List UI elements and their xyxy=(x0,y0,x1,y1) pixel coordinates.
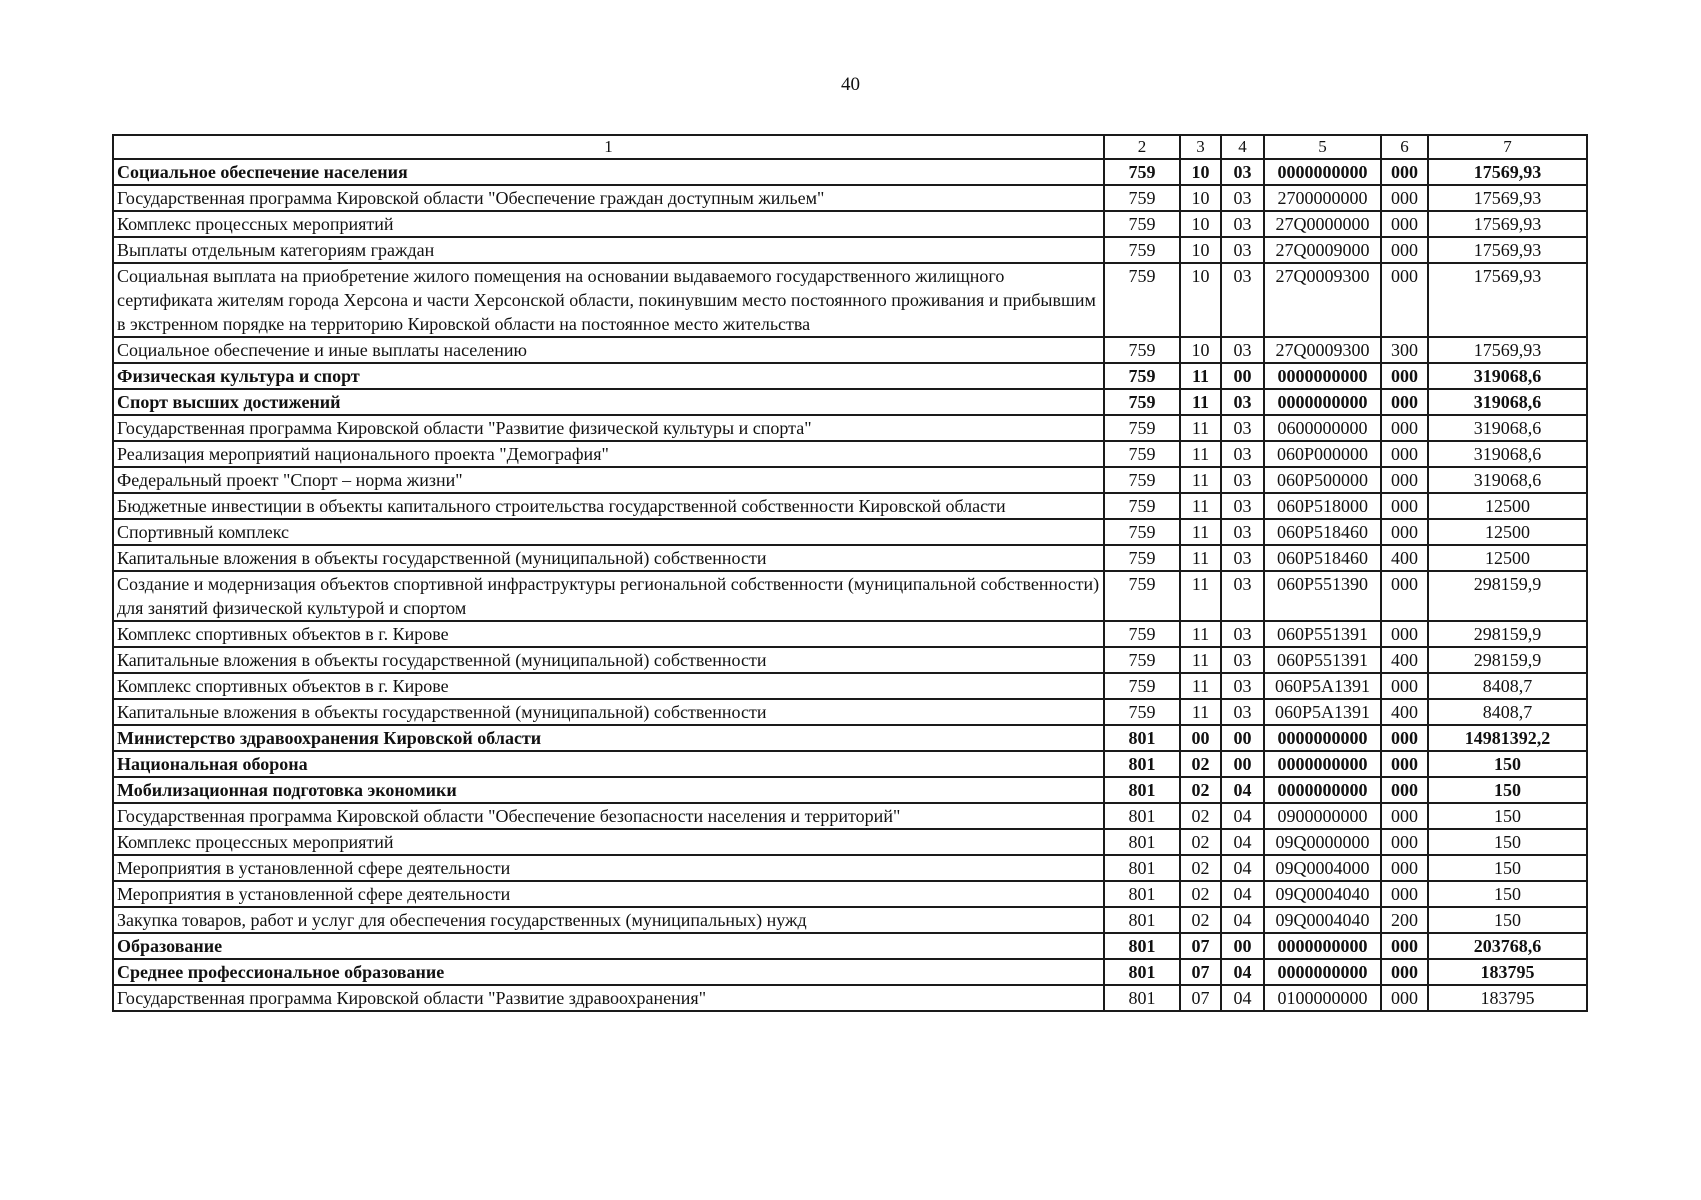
ministry-code-cell: 759 xyxy=(1104,673,1180,699)
subsection-code-cell: 00 xyxy=(1221,751,1264,777)
table-row xyxy=(113,389,1587,415)
section-code-cell: 02 xyxy=(1180,777,1221,803)
row-name-cell: Комплекс спортивных объектов в г. Кирове xyxy=(113,621,1104,647)
amount-cell: 150 xyxy=(1428,751,1587,777)
amount-cell: 150 xyxy=(1428,855,1587,881)
row-name-cell: Государственная программа Кировской области "Обеспечение безопасности населения и территорий" xyxy=(113,803,1104,829)
table-row xyxy=(113,545,1587,571)
table-row xyxy=(113,647,1587,673)
subsection-code-cell: 04 xyxy=(1221,985,1264,1011)
target-article-cell: 09Q0004040 xyxy=(1264,907,1381,933)
expense-type-cell: 000 xyxy=(1381,933,1428,959)
expense-type-cell: 000 xyxy=(1381,621,1428,647)
ministry-code-cell: 759 xyxy=(1104,263,1180,337)
amount-cell: 319068,6 xyxy=(1428,363,1587,389)
row-name-cell: Закупка товаров, работ и услуг для обеспечения государственных (муниципальных) нужд xyxy=(113,907,1104,933)
row-name-cell: Спорт высших достижений xyxy=(113,389,1104,415)
row-name-cell: Государственная программа Кировской области "Обеспечение граждан доступным жильем" xyxy=(113,185,1104,211)
row-name-cell: Реализация мероприятий национального проекта "Демография" xyxy=(113,441,1104,467)
row-name-cell: Государственная программа Кировской области "Развитие физической культуры и спорта" xyxy=(113,415,1104,441)
subsection-code-cell: 03 xyxy=(1221,337,1264,363)
expense-type-cell: 000 xyxy=(1381,415,1428,441)
target-article-cell: 0000000000 xyxy=(1264,959,1381,985)
amount-cell: 17569,93 xyxy=(1428,237,1587,263)
row-name-cell: Социальное обеспечение и иные выплаты населению xyxy=(113,337,1104,363)
section-code-cell: 11 xyxy=(1180,389,1221,415)
amount-cell: 14981392,2 xyxy=(1428,725,1587,751)
table-row xyxy=(113,959,1587,985)
subsection-code-cell: 03 xyxy=(1221,211,1264,237)
target-article-cell: 0900000000 xyxy=(1264,803,1381,829)
expense-type-cell: 000 xyxy=(1381,725,1428,751)
column-header: 6 xyxy=(1381,135,1428,159)
expense-type-cell: 000 xyxy=(1381,803,1428,829)
section-code-cell: 11 xyxy=(1180,673,1221,699)
target-article-cell: 0000000000 xyxy=(1264,751,1381,777)
ministry-code-cell: 759 xyxy=(1104,211,1180,237)
expense-type-cell: 000 xyxy=(1381,519,1428,545)
table-row xyxy=(113,803,1587,829)
section-code-cell: 00 xyxy=(1180,725,1221,751)
subsection-code-cell: 03 xyxy=(1221,545,1264,571)
column-header: 1 xyxy=(113,135,1104,159)
expense-type-cell: 400 xyxy=(1381,545,1428,571)
section-code-cell: 11 xyxy=(1180,519,1221,545)
section-code-cell: 11 xyxy=(1180,493,1221,519)
table-row xyxy=(113,441,1587,467)
table-row xyxy=(113,777,1587,803)
section-code-cell: 11 xyxy=(1180,441,1221,467)
section-code-cell: 10 xyxy=(1180,337,1221,363)
table-row xyxy=(113,881,1587,907)
section-code-cell: 11 xyxy=(1180,467,1221,493)
subsection-code-cell: 00 xyxy=(1221,933,1264,959)
table-row xyxy=(113,493,1587,519)
table-row xyxy=(113,751,1587,777)
table-row xyxy=(113,673,1587,699)
amount-cell: 12500 xyxy=(1428,493,1587,519)
amount-cell: 17569,93 xyxy=(1428,263,1587,337)
section-code-cell: 10 xyxy=(1180,185,1221,211)
target-article-cell: 0100000000 xyxy=(1264,985,1381,1011)
row-name-cell: Мероприятия в установленной сфере деятельности xyxy=(113,881,1104,907)
row-name-cell: Капитальные вложения в объекты государственной (муниципальной) собственности xyxy=(113,647,1104,673)
amount-cell: 319068,6 xyxy=(1428,389,1587,415)
subsection-code-cell: 04 xyxy=(1221,829,1264,855)
amount-cell: 183795 xyxy=(1428,959,1587,985)
row-name-cell: Министерство здравоохранения Кировской области xyxy=(113,725,1104,751)
target-article-cell: 27Q0009300 xyxy=(1264,263,1381,337)
subsection-code-cell: 03 xyxy=(1221,519,1264,545)
amount-cell: 12500 xyxy=(1428,519,1587,545)
row-name-cell: Создание и модернизация объектов спортивной инфраструктуры региональной собственности (муниципальной собственности) для занятий физической культурой и спортом xyxy=(113,571,1104,621)
ministry-code-cell: 801 xyxy=(1104,803,1180,829)
ministry-code-cell: 759 xyxy=(1104,493,1180,519)
amount-cell: 17569,93 xyxy=(1428,159,1587,185)
ministry-code-cell: 801 xyxy=(1104,959,1180,985)
table-row xyxy=(113,985,1587,1011)
target-article-cell: 060P551390 xyxy=(1264,571,1381,621)
target-article-cell: 0000000000 xyxy=(1264,933,1381,959)
section-code-cell: 11 xyxy=(1180,699,1221,725)
ministry-code-cell: 801 xyxy=(1104,751,1180,777)
target-article-cell: 0000000000 xyxy=(1264,725,1381,751)
section-code-cell: 11 xyxy=(1180,621,1221,647)
subsection-code-cell: 03 xyxy=(1221,467,1264,493)
table-row xyxy=(113,933,1587,959)
amount-cell: 183795 xyxy=(1428,985,1587,1011)
section-code-cell: 11 xyxy=(1180,647,1221,673)
section-code-cell: 02 xyxy=(1180,803,1221,829)
expense-type-cell: 000 xyxy=(1381,493,1428,519)
section-code-cell: 11 xyxy=(1180,545,1221,571)
target-article-cell: 09Q0004040 xyxy=(1264,881,1381,907)
expense-type-cell: 000 xyxy=(1381,263,1428,337)
expense-type-cell: 000 xyxy=(1381,211,1428,237)
expense-type-cell: 000 xyxy=(1381,389,1428,415)
row-name-cell: Выплаты отдельным категориям граждан xyxy=(113,237,1104,263)
row-name-cell: Национальная оборона xyxy=(113,751,1104,777)
amount-cell: 17569,93 xyxy=(1428,337,1587,363)
ministry-code-cell: 759 xyxy=(1104,363,1180,389)
expense-type-cell: 000 xyxy=(1381,159,1428,185)
section-code-cell: 10 xyxy=(1180,263,1221,337)
table-row xyxy=(113,519,1587,545)
amount-cell: 17569,93 xyxy=(1428,185,1587,211)
target-article-cell: 0000000000 xyxy=(1264,363,1381,389)
target-article-cell: 060P518460 xyxy=(1264,545,1381,571)
target-article-cell: 060P5A1391 xyxy=(1264,699,1381,725)
page-number: 40 xyxy=(841,74,860,95)
subsection-code-cell: 04 xyxy=(1221,959,1264,985)
row-name-cell: Социальное обеспечение населения xyxy=(113,159,1104,185)
expense-type-cell: 000 xyxy=(1381,467,1428,493)
section-code-cell: 11 xyxy=(1180,415,1221,441)
subsection-code-cell: 03 xyxy=(1221,699,1264,725)
ministry-code-cell: 801 xyxy=(1104,777,1180,803)
subsection-code-cell: 04 xyxy=(1221,855,1264,881)
ministry-code-cell: 759 xyxy=(1104,699,1180,725)
budget-table xyxy=(112,134,1588,1012)
row-name-cell: Спортивный комплекс xyxy=(113,519,1104,545)
ministry-code-cell: 801 xyxy=(1104,985,1180,1011)
table-header-row xyxy=(113,135,1587,159)
expense-type-cell: 000 xyxy=(1381,777,1428,803)
target-article-cell: 060P518000 xyxy=(1264,493,1381,519)
subsection-code-cell: 04 xyxy=(1221,881,1264,907)
table-row xyxy=(113,699,1587,725)
table-row xyxy=(113,363,1587,389)
table-row xyxy=(113,467,1587,493)
ministry-code-cell: 759 xyxy=(1104,415,1180,441)
table-row xyxy=(113,159,1587,185)
section-code-cell: 11 xyxy=(1180,363,1221,389)
subsection-code-cell: 03 xyxy=(1221,415,1264,441)
amount-cell: 8408,7 xyxy=(1428,673,1587,699)
row-name-cell: Комплекс процессных мероприятий xyxy=(113,829,1104,855)
amount-cell: 150 xyxy=(1428,777,1587,803)
table-row xyxy=(113,337,1587,363)
target-article-cell: 27Q0009000 xyxy=(1264,237,1381,263)
table-row xyxy=(113,829,1587,855)
amount-cell: 150 xyxy=(1428,907,1587,933)
row-name-cell: Комплекс процессных мероприятий xyxy=(113,211,1104,237)
section-code-cell: 10 xyxy=(1180,237,1221,263)
target-article-cell: 0000000000 xyxy=(1264,777,1381,803)
row-name-cell: Бюджетные инвестиции в объекты капитального строительства государственной собственности Кировской области xyxy=(113,493,1104,519)
expense-type-cell: 000 xyxy=(1381,441,1428,467)
ministry-code-cell: 759 xyxy=(1104,237,1180,263)
table-row xyxy=(113,211,1587,237)
ministry-code-cell: 759 xyxy=(1104,519,1180,545)
row-name-cell: Мероприятия в установленной сфере деятельности xyxy=(113,855,1104,881)
section-code-cell: 07 xyxy=(1180,933,1221,959)
table-row xyxy=(113,237,1587,263)
section-code-cell: 07 xyxy=(1180,959,1221,985)
target-article-cell: 0000000000 xyxy=(1264,159,1381,185)
target-article-cell: 2700000000 xyxy=(1264,185,1381,211)
amount-cell: 12500 xyxy=(1428,545,1587,571)
subsection-code-cell: 03 xyxy=(1221,263,1264,337)
subsection-code-cell: 04 xyxy=(1221,907,1264,933)
section-code-cell: 02 xyxy=(1180,829,1221,855)
table-body xyxy=(113,159,1587,1011)
table-row xyxy=(113,725,1587,751)
subsection-code-cell: 03 xyxy=(1221,185,1264,211)
expense-type-cell: 000 xyxy=(1381,985,1428,1011)
amount-cell: 150 xyxy=(1428,803,1587,829)
amount-cell: 17569,93 xyxy=(1428,211,1587,237)
subsection-code-cell: 03 xyxy=(1221,159,1264,185)
column-header: 4 xyxy=(1221,135,1264,159)
expense-type-cell: 000 xyxy=(1381,959,1428,985)
subsection-code-cell: 03 xyxy=(1221,493,1264,519)
ministry-code-cell: 759 xyxy=(1104,185,1180,211)
expense-type-cell: 000 xyxy=(1381,829,1428,855)
ministry-code-cell: 759 xyxy=(1104,647,1180,673)
column-header: 7 xyxy=(1428,135,1587,159)
subsection-code-cell: 03 xyxy=(1221,571,1264,621)
ministry-code-cell: 759 xyxy=(1104,159,1180,185)
ministry-code-cell: 801 xyxy=(1104,907,1180,933)
expense-type-cell: 000 xyxy=(1381,571,1428,621)
subsection-code-cell: 03 xyxy=(1221,389,1264,415)
subsection-code-cell: 03 xyxy=(1221,441,1264,467)
target-article-cell: 27Q0009300 xyxy=(1264,337,1381,363)
table-row xyxy=(113,621,1587,647)
expense-type-cell: 000 xyxy=(1381,185,1428,211)
ministry-code-cell: 759 xyxy=(1104,621,1180,647)
section-code-cell: 02 xyxy=(1180,751,1221,777)
row-name-cell: Мобилизационная подготовка экономики xyxy=(113,777,1104,803)
row-name-cell: Федеральный проект "Спорт – норма жизни" xyxy=(113,467,1104,493)
target-article-cell: 09Q0004000 xyxy=(1264,855,1381,881)
ministry-code-cell: 801 xyxy=(1104,855,1180,881)
target-article-cell: 09Q0000000 xyxy=(1264,829,1381,855)
row-name-cell: Государственная программа Кировской области "Развитие здравоохранения" xyxy=(113,985,1104,1011)
subsection-code-cell: 03 xyxy=(1221,647,1264,673)
expense-type-cell: 000 xyxy=(1381,673,1428,699)
table-row xyxy=(113,571,1587,621)
target-article-cell: 060P518460 xyxy=(1264,519,1381,545)
ministry-code-cell: 801 xyxy=(1104,881,1180,907)
amount-cell: 203768,6 xyxy=(1428,933,1587,959)
subsection-code-cell: 00 xyxy=(1221,363,1264,389)
target-article-cell: 060P551391 xyxy=(1264,647,1381,673)
ministry-code-cell: 801 xyxy=(1104,725,1180,751)
target-article-cell: 0000000000 xyxy=(1264,389,1381,415)
table-row xyxy=(113,185,1587,211)
ministry-code-cell: 801 xyxy=(1104,933,1180,959)
section-code-cell: 02 xyxy=(1180,881,1221,907)
amount-cell: 150 xyxy=(1428,881,1587,907)
section-code-cell: 07 xyxy=(1180,985,1221,1011)
expense-type-cell: 000 xyxy=(1381,363,1428,389)
column-header: 2 xyxy=(1104,135,1180,159)
target-article-cell: 060P000000 xyxy=(1264,441,1381,467)
subsection-code-cell: 03 xyxy=(1221,621,1264,647)
subsection-code-cell: 03 xyxy=(1221,673,1264,699)
ministry-code-cell: 759 xyxy=(1104,571,1180,621)
ministry-code-cell: 759 xyxy=(1104,389,1180,415)
ministry-code-cell: 801 xyxy=(1104,829,1180,855)
target-article-cell: 0600000000 xyxy=(1264,415,1381,441)
amount-cell: 150 xyxy=(1428,829,1587,855)
column-header: 3 xyxy=(1180,135,1221,159)
amount-cell: 298159,9 xyxy=(1428,621,1587,647)
target-article-cell: 060P551391 xyxy=(1264,621,1381,647)
expense-type-cell: 000 xyxy=(1381,751,1428,777)
expense-type-cell: 000 xyxy=(1381,881,1428,907)
expense-type-cell: 000 xyxy=(1381,855,1428,881)
subsection-code-cell: 00 xyxy=(1221,725,1264,751)
column-header: 5 xyxy=(1264,135,1381,159)
row-name-cell: Физическая культура и спорт xyxy=(113,363,1104,389)
amount-cell: 298159,9 xyxy=(1428,571,1587,621)
ministry-code-cell: 759 xyxy=(1104,441,1180,467)
table-row xyxy=(113,415,1587,441)
section-code-cell: 02 xyxy=(1180,907,1221,933)
amount-cell: 319068,6 xyxy=(1428,467,1587,493)
amount-cell: 8408,7 xyxy=(1428,699,1587,725)
expense-type-cell: 300 xyxy=(1381,337,1428,363)
expense-type-cell: 400 xyxy=(1381,699,1428,725)
row-name-cell: Комплекс спортивных объектов в г. Кирове xyxy=(113,673,1104,699)
table-row xyxy=(113,907,1587,933)
expense-type-cell: 400 xyxy=(1381,647,1428,673)
amount-cell: 319068,6 xyxy=(1428,441,1587,467)
row-name-cell: Образование xyxy=(113,933,1104,959)
section-code-cell: 10 xyxy=(1180,159,1221,185)
row-name-cell: Социальная выплата на приобретение жилого помещения на основании выдаваемого государственного жилищного сертификата жителям города Херсона и части Херсонской области, покинувшим место постоянного проживания и прибывшим в экстренном порядке на территорию Кировской области на постоянное место жительства xyxy=(113,263,1104,337)
ministry-code-cell: 759 xyxy=(1104,545,1180,571)
row-name-cell: Среднее профессиональное образование xyxy=(113,959,1104,985)
amount-cell: 319068,6 xyxy=(1428,415,1587,441)
target-article-cell: 060P5A1391 xyxy=(1264,673,1381,699)
target-article-cell: 27Q0000000 xyxy=(1264,211,1381,237)
section-code-cell: 10 xyxy=(1180,211,1221,237)
ministry-code-cell: 759 xyxy=(1104,467,1180,493)
subsection-code-cell: 04 xyxy=(1221,777,1264,803)
expense-type-cell: 000 xyxy=(1381,237,1428,263)
section-code-cell: 02 xyxy=(1180,855,1221,881)
table-row xyxy=(113,263,1587,337)
subsection-code-cell: 03 xyxy=(1221,237,1264,263)
section-code-cell: 11 xyxy=(1180,571,1221,621)
expense-type-cell: 200 xyxy=(1381,907,1428,933)
row-name-cell: Капитальные вложения в объекты государственной (муниципальной) собственности xyxy=(113,699,1104,725)
table-row xyxy=(113,855,1587,881)
ministry-code-cell: 759 xyxy=(1104,337,1180,363)
amount-cell: 298159,9 xyxy=(1428,647,1587,673)
row-name-cell: Капитальные вложения в объекты государственной (муниципальной) собственности xyxy=(113,545,1104,571)
subsection-code-cell: 04 xyxy=(1221,803,1264,829)
target-article-cell: 060P500000 xyxy=(1264,467,1381,493)
